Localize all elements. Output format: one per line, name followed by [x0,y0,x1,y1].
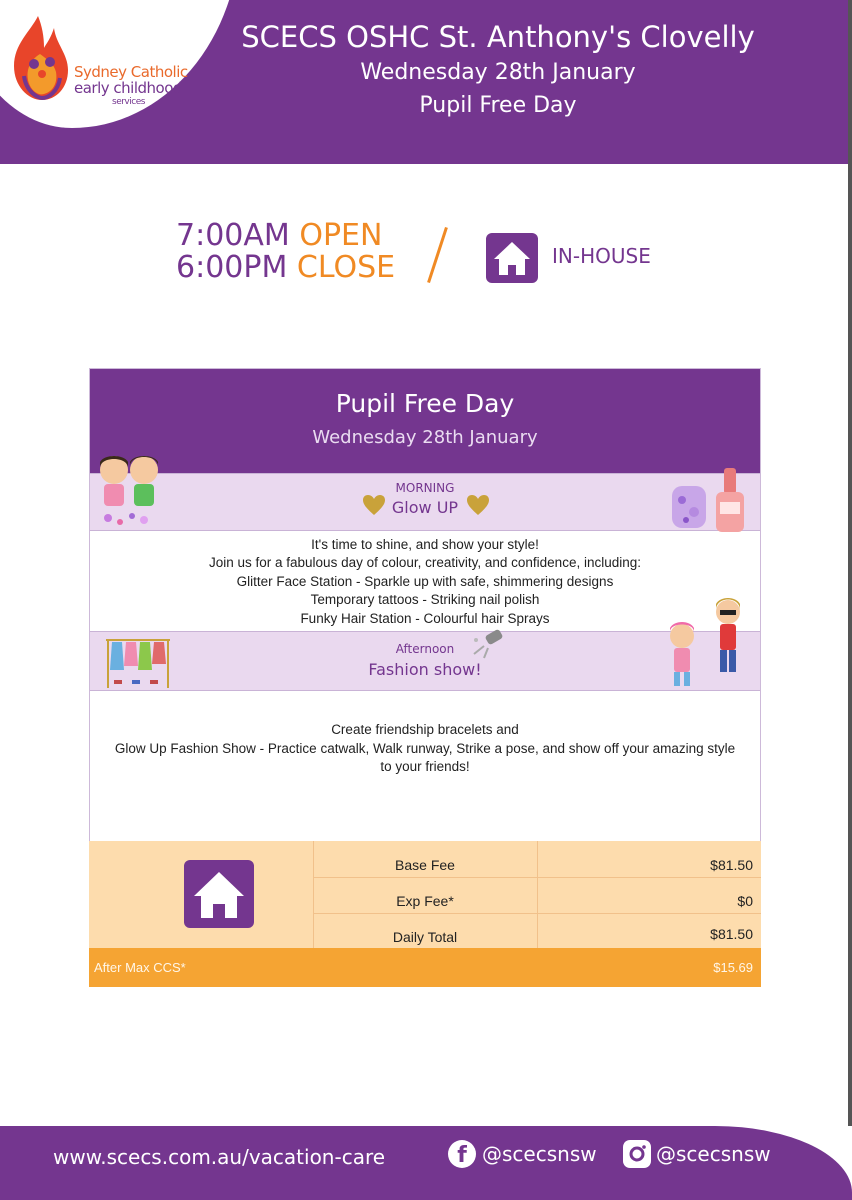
facebook-handle[interactable]: @scecsnsw [482,1142,597,1166]
ccs-row [89,948,761,987]
clothes-rack-icon [102,634,174,690]
page-edge [848,0,852,1200]
instagram-icon[interactable] [623,1140,651,1168]
close-label: CLOSE [296,250,396,285]
nail-polish-icon [668,468,754,534]
location-label: IN-HOUSE [552,244,651,268]
facebook-icon[interactable]: f [448,1140,476,1168]
morning-line-4: Temporary tattoos - Striking nail polish [310,592,540,608]
page-date: Wednesday 28th January [360,60,636,85]
heart-icon [362,494,386,516]
afternoon-band [90,631,760,691]
afternoon-line-2: Glow Up Fashion Show - Practice catwalk, Walk runway, Strike a pose, and show off your amazing style to your friends! [114,740,736,775]
program-title: Pupil Free Day [335,389,515,418]
instagram-handle[interactable]: @scecsnsw [656,1142,771,1166]
program-header [90,369,760,473]
program-date: Wednesday 28th January [312,427,538,448]
logo-line2: early childhood [74,79,182,97]
fee-row-divider [313,913,761,914]
close-time-row [176,252,395,284]
morning-line-3: Glitter Face Station - Sparkle up with safe, shimmering designs [236,573,614,589]
logo-wordmark [74,64,188,108]
fee-row-divider [313,877,761,878]
exp-fee-value: $0 [737,893,753,909]
logo-line3: services [112,97,145,107]
exp-fee-label: Exp Fee* [396,893,454,909]
ccs-value: $15.69 [713,960,753,975]
fashion-kids-icon [656,596,754,692]
logo-line1: Sydney Catholic [74,63,188,81]
ccs-label: After Max CCS* [94,960,186,975]
page-subtitle: Pupil Free Day [419,93,577,118]
morning-title: Glow UP [391,498,459,517]
open-time-row [176,220,395,252]
scecs-logo [8,14,188,107]
open-label: OPEN [299,218,383,253]
fee-table [89,841,761,987]
divider-slash [427,227,448,283]
afternoon-label: Afternoon [395,642,455,656]
afternoon-line-1: Create friendship bracelets and [331,722,519,737]
afternoon-description [110,721,740,777]
heart-icon [466,494,490,516]
daily-total-label: Daily Total [392,929,458,945]
open-time: 7:00AM [176,218,290,253]
afternoon-title: Fashion show! [368,660,482,679]
website-link[interactable]: www.scecs.com.au/vacation-care [53,1145,386,1169]
morning-label: MORNING [395,481,455,495]
morning-line-2: Join us for a fabulous day of colour, creativity, and confidence, including: [208,555,641,571]
morning-line-5: Funky Hair Station - Colourful hair Sprays [300,610,550,626]
daily-total-value: $81.50 [710,926,753,942]
opening-hours [176,220,395,284]
house-icon [486,233,538,283]
kids-illustration-icon [94,452,172,534]
spotlight-icon [470,628,510,660]
close-time: 6:00PM [176,250,288,285]
morning-band [90,473,760,531]
base-fee-value: $81.50 [710,857,753,873]
program-card [89,368,761,842]
house-icon [184,860,254,928]
base-fee-label: Base Fee [395,857,455,873]
morning-line-1: It's time to shine, and show your style! [311,537,539,552]
page-title: SCECS OSHC St. Anthony's Clovelly [241,20,755,54]
